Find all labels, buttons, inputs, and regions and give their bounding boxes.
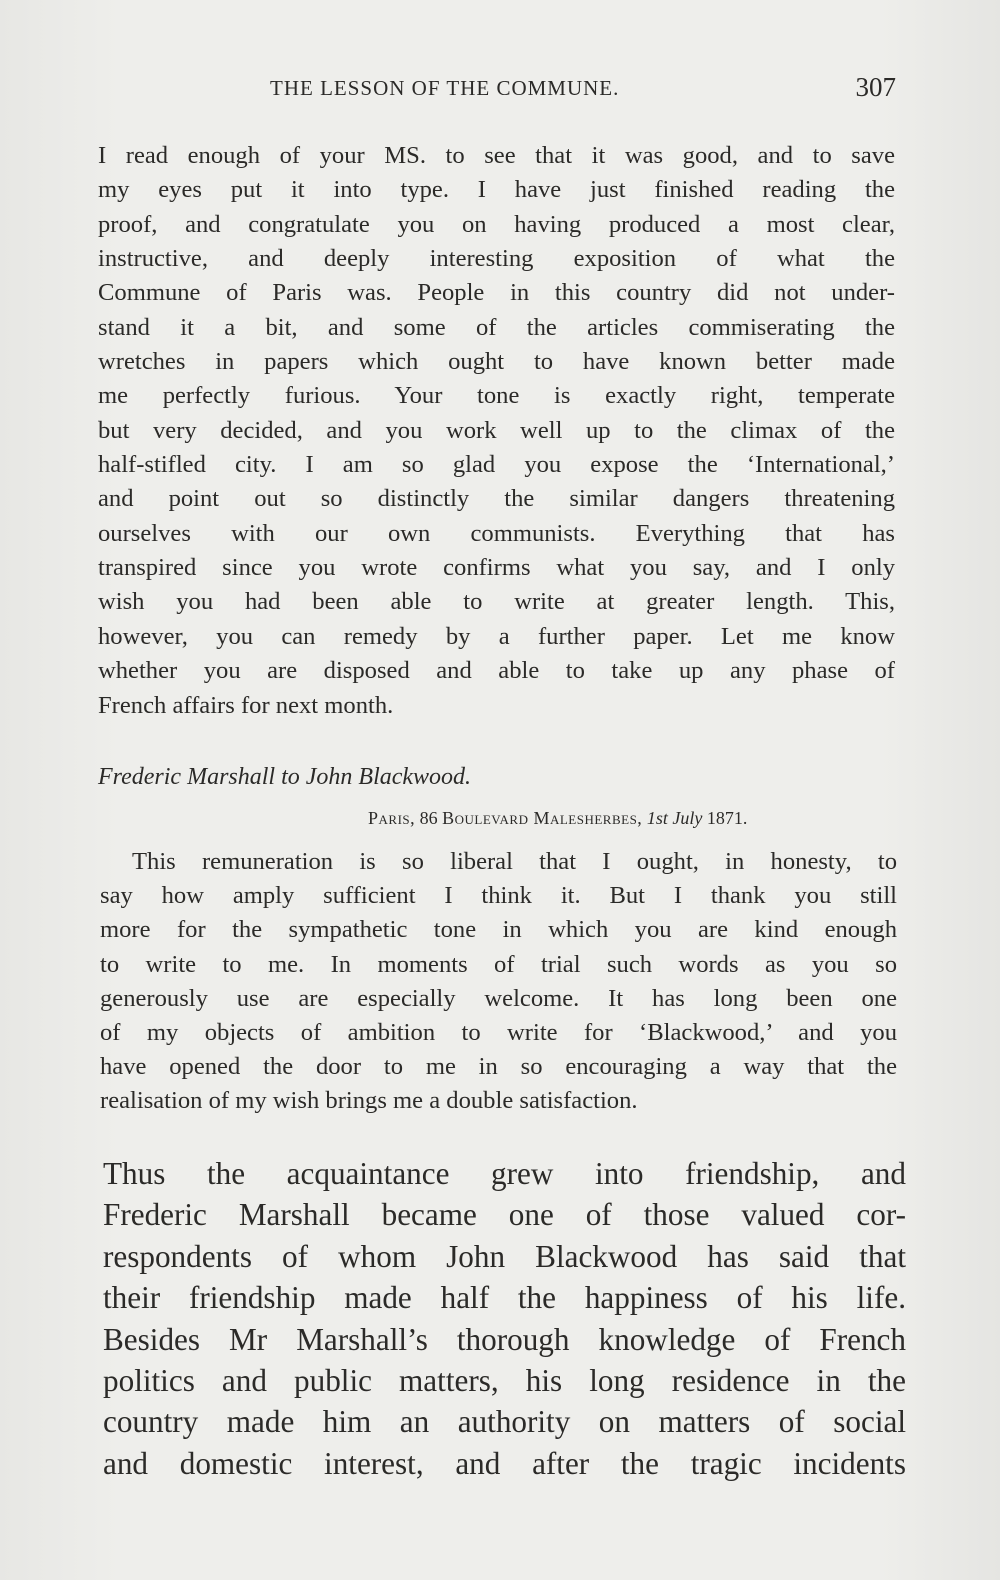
- dateline-address-number: 86: [419, 808, 438, 828]
- dateline-street: Boulevard Malesherbes,: [442, 808, 643, 828]
- text-line: proof, and congratulate you on having produced a most clear,: [98, 210, 895, 238]
- text-line: have opened the door to me in so encouraging a way that the: [100, 1053, 897, 1081]
- text-line: stand it a bit, and some of the articles commiserating the: [98, 313, 895, 341]
- text-line: I read enough of your MS. to see that it was good, and to save: [98, 142, 895, 169]
- text-line: my eyes put it into type. I have just finished reading the: [98, 176, 895, 204]
- text-line: of my objects of ambition to write for ‘Blackwood,’ and you: [100, 1019, 897, 1047]
- text-line: whether you are disposed and able to take up any phase of: [98, 657, 895, 685]
- dateline-year: 1871.: [706, 808, 748, 828]
- text-line: and point out so distinctly the similar dangers threatening: [98, 485, 895, 513]
- text-line: Thus the acquaintance grew into friendship, and: [103, 1156, 906, 1191]
- running-title: THE LESSON OF THE COMMUNE.: [270, 76, 620, 100]
- text-line: respondents of whom John Blackwood has said that: [103, 1238, 906, 1274]
- dateline-month: July: [672, 808, 703, 828]
- text-line: but very decided, and you work well up to the climax of the: [98, 416, 895, 444]
- text-line: This remuneration is so liberal that I ought, in honesty, to: [132, 848, 897, 875]
- text-line: instructive, and deeply interesting exposition of what the: [98, 245, 895, 273]
- text-line: Besides Mr Marshall’s thorough knowledge of French: [103, 1321, 906, 1357]
- text-line: and domestic interest, and after the tragic incidents: [103, 1445, 906, 1481]
- text-line: realisation of my wish brings me a double satisfaction.: [100, 1087, 638, 1115]
- dateline-day: 1st: [646, 808, 668, 828]
- reply-letter: [100, 845, 897, 1119]
- text-line: their friendship made half the happiness of his life.: [103, 1280, 906, 1316]
- narrative-paragraph: [103, 1153, 906, 1484]
- page-number: 307: [855, 72, 896, 102]
- letter-heading: Frederic Marshall to John Blackwood.: [98, 764, 472, 790]
- text-line: country made him an authority on matters of social: [103, 1404, 906, 1440]
- text-line: transpired since you wrote confirms what you say, and I only: [98, 554, 895, 582]
- text-line: more for the sympathetic tone in which you are kind enough: [100, 916, 897, 944]
- letter-dateline: [368, 806, 872, 830]
- text-line: French affairs for next month.: [98, 691, 394, 719]
- letter-excerpt: [98, 139, 895, 723]
- text-line: say how amply sufficient I think it. But I thank you still: [100, 882, 897, 910]
- running-head: [98, 72, 898, 108]
- text-line: wretches in papers which ought to have known better made: [98, 348, 895, 376]
- text-line: politics and public matters, his long residence in the: [103, 1363, 906, 1399]
- text-line: half-stifled city. I am so glad you expose the ‘International,’: [98, 451, 895, 479]
- dateline-place: Paris,: [368, 808, 416, 828]
- text-line: wish you had been able to write at greater length. This,: [98, 588, 895, 616]
- text-line: Commune of Paris was. People in this country did not under-: [98, 279, 895, 307]
- text-line: ourselves with our own communists. Everything that has: [98, 519, 895, 547]
- text-line: me perfectly furious. Your tone is exactly right, temperate: [98, 382, 895, 410]
- text-line: however, you can remedy by a further paper. Let me know: [98, 622, 895, 650]
- text-line: to write to me. In moments of trial such words as you so: [100, 950, 897, 978]
- text-line: generously use are especially welcome. It has long been one: [100, 984, 897, 1012]
- text-line: Frederic Marshall became one of those valued cor-: [103, 1197, 906, 1233]
